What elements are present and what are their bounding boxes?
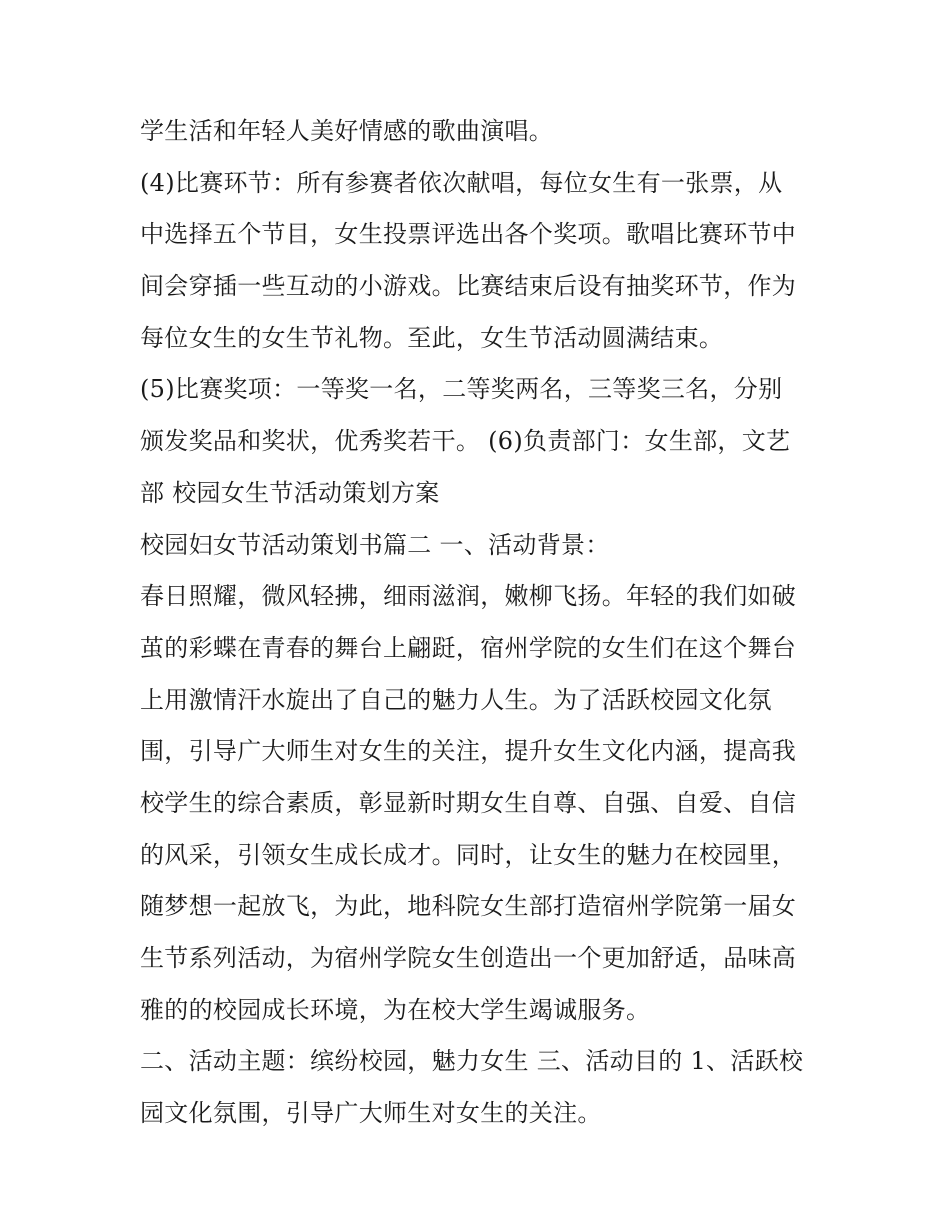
text-line: 校学生的综合素质，彰显新时期女生自尊、自强、自爱、自信 <box>140 788 797 817</box>
text-line: 二、活动主题：缤纷校园，魅力女生 三、活动目的 1、活跃校 <box>140 1047 804 1076</box>
text-line: 颁发奖品和奖状，优秀奖若干。 (6)负责部门：女生部，文艺 <box>140 427 791 456</box>
text-line: 生节系列活动，为宿州学院女生创造出一个更加舒适，品味高 <box>140 944 797 972</box>
text-line: 园文化氛围，引导广大师生对女生的关注。 <box>140 1099 602 1128</box>
text-line: 上用激情汗水旋出了自己的魅力人生。为了活跃校园文化氛 <box>140 685 772 714</box>
text-line: 校园妇女节活动策划书篇二 一、活动背景： <box>140 530 610 559</box>
text-line: 部 校园女生节活动策划方案 <box>140 478 440 507</box>
text-line: 茧的彩蝶在青春的舞台上翩跹，宿州学院的女生们在这个舞台 <box>140 633 797 662</box>
text-line: 的风采，引领女生成长成才。同时，让女生的魅力在校园里， <box>140 840 797 869</box>
text-line: 每位女生的女生节礼物。至此，女生节活动圆满结束。 <box>140 323 724 352</box>
text-line: 随梦想一起放飞，为此，地科院女生部打造宿州学院第一届女 <box>140 892 797 921</box>
text-line: 学生活和年轻人美好情感的歌曲演唱。 <box>140 117 554 145</box>
text-line: 中选择五个节目，女生投票评选出各个奖项。歌唱比赛环节中 <box>140 220 797 249</box>
body-text <box>140 106 820 1140</box>
text-line: 间会穿插一些互动的小游戏。比赛结束后设有抽奖环节，作为 <box>140 272 797 301</box>
text-line: 春日照耀，微风轻拂，细雨滋润，嫩柳飞扬。年轻的我们如破 <box>140 582 797 611</box>
text-line: (5)比赛奖项：一等奖一名，二等奖两名，三等奖三名，分别 <box>140 375 783 404</box>
text-line: 围，引导广大师生对女生的关注，提升女生文化内涵，提高我 <box>140 737 797 766</box>
text-line: (4)比赛环节：所有参赛者依次献唱，每位女生有一张票，从 <box>140 168 783 197</box>
text-line: 雅的的校园成长环境，为在校大学生竭诚服务。 <box>140 995 651 1024</box>
